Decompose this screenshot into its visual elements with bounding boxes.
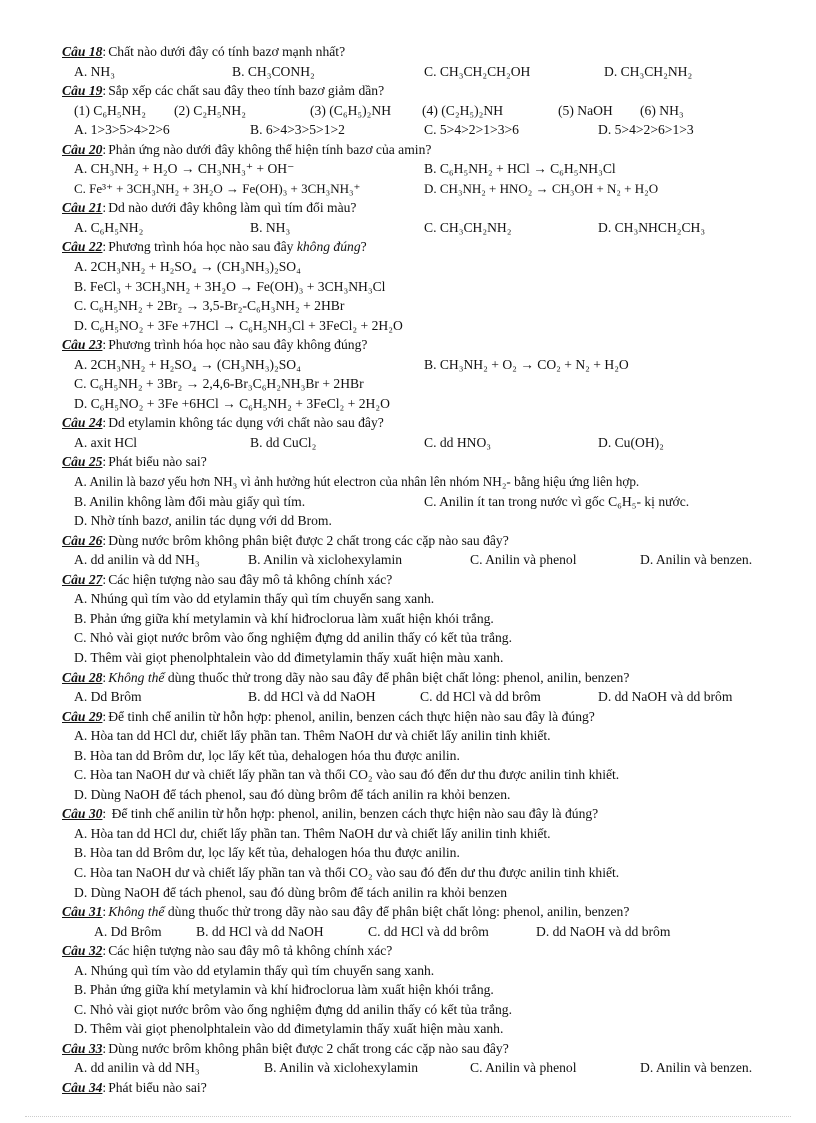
question-number: Câu 22 bbox=[62, 239, 103, 255]
option-d: D. Dùng NaOH để tách phenol, sau đó dùng brôm để tách anilin ra khỏi benzen bbox=[74, 884, 507, 900]
question-24: Câu 24: Dd etylamin không tác dụng với chất nào sau đây? bbox=[62, 415, 384, 431]
option-b: B. Phản ứng giữa khí metylamin và khí hiđroclorua làm xuất hiện khói trắng. bbox=[74, 982, 494, 998]
question-25: Câu 25: Phát biểu nào sai? bbox=[62, 454, 207, 470]
option-b: B. Anilin và xiclohexylamin bbox=[248, 552, 403, 568]
items-row bbox=[0, 101, 816, 121]
option-b: B. Anilin và xiclohexylamin bbox=[264, 1060, 419, 1076]
option-c: C. CH₃CH₂CH₂OH bbox=[424, 63, 531, 79]
question-number: Câu 32 bbox=[62, 943, 103, 959]
option-c: C. Anilin ít tan trong nước vì gốc C₆H₅- kị nước. bbox=[424, 493, 690, 509]
option-b: B. Phản ứng giữa khí metylamin và khí hiđroclorua làm xuất hiện khói trắng. bbox=[74, 610, 494, 626]
option-c: C. Anilin và phenol bbox=[470, 1060, 577, 1076]
option-c: C. C₆H₅NH₂ + 2Br₂ → 3,5-Br₂-C₆H₃NH₂ + 2HBr bbox=[74, 298, 345, 314]
item-2: (2) C₂H₅NH₂ bbox=[174, 102, 246, 118]
option-b: B. dd HCl và dd NaOH bbox=[196, 923, 324, 939]
option-b: B. NH₃ bbox=[250, 219, 291, 235]
question-stem: Các hiện tượng nào sau đây mô tả không chính xác? bbox=[108, 943, 393, 959]
question-stem: Dùng nước brôm không phân biệt được 2 chất trong các cặp nào sau đây? bbox=[108, 532, 509, 548]
item-6: (6) NH₃ bbox=[640, 102, 684, 118]
option-a: A. dd anilin và dd NH₃ bbox=[74, 552, 200, 568]
question-number: Câu 28 bbox=[62, 669, 103, 685]
option-c: C. C₆H₅NH₂ + 3Br₂ → 2,4,6-Br₃C₆H₂NH₃Br + 2HBr bbox=[74, 376, 364, 392]
option-d: D. Thêm vài giọt phenolphtalein vào dd đimetylamin thấy xuất hiện màu xanh. bbox=[74, 649, 504, 665]
question-stem-end: ? bbox=[360, 239, 367, 255]
question-number: Câu 24 bbox=[62, 415, 103, 431]
page-bottom-divider bbox=[25, 1116, 791, 1118]
question-stem: Dd etylamin không tác dụng với chất nào sau đây? bbox=[108, 415, 384, 431]
option-c: C. dd HNO₃ bbox=[424, 434, 492, 450]
option-d: D. C₆H₅NO₂ + 3Fe +6HCl → C₆H₅NH₂ + 3FeCl₂ + 2H₂O bbox=[74, 395, 390, 411]
options-row bbox=[0, 355, 816, 375]
question-29: Câu 29: Để tinh chế anilin từ hỗn hợp: phenol, anilin, benzen cách thực hiện nào sau đây là đúng? bbox=[62, 708, 595, 724]
question-stem-emphasis: Không thể bbox=[108, 904, 165, 920]
question-26: Câu 26: Dùng nước brôm không phân biệt được 2 chất trong các cặp nào sau đây? bbox=[62, 532, 509, 548]
option-c: C. Nhỏ vài giọt nước brôm vào ống nghiệm đựng dd anilin thấy có kết tủa trắng. bbox=[74, 1001, 512, 1017]
option-b: B. Hòa tan dd Brôm dư, lọc lấy kết tủa, dehalogen hóa thu được anilin. bbox=[74, 845, 460, 861]
question-stem: Dùng nước brôm không phân biệt được 2 chất trong các cặp nào sau đây? bbox=[108, 1040, 509, 1056]
question-number: Câu 23 bbox=[62, 337, 103, 353]
question-stem: Chất nào dưới đây có tính bazơ mạnh nhất? bbox=[108, 44, 346, 59]
question-stem: Dd nào dưới đây không làm quì tím đổi màu? bbox=[108, 200, 357, 216]
question-number: Câu 26 bbox=[62, 532, 103, 548]
option-c: C. dd HCl và dd brôm bbox=[420, 689, 541, 705]
options-row bbox=[0, 120, 816, 140]
option-a: A. Nhúng quì tím vào dd etylamin thấy quì tím chuyển sang xanh. bbox=[74, 591, 435, 607]
question-stem: Để tinh chế anilin từ hỗn hợp: phenol, anilin, benzen cách thực hiện nào sau đây là đúng? bbox=[108, 708, 595, 724]
option-d: D. dd NaOH và dd brôm bbox=[598, 689, 733, 705]
option-a: A. 2CH₃NH₂ + H₂SO₄ → (CH₃NH₃)₂SO₄ bbox=[74, 259, 301, 275]
option-c: C. Fe³⁺ + 3CH₃NH₂ + 3H₂O → Fe(OH)₃ + 3CH₃NH₃⁺ bbox=[74, 180, 361, 196]
question-19: Câu 19: Sắp xếp các chất sau đây theo tính bazơ giảm dần? bbox=[62, 83, 385, 99]
option-d: D. Anilin và benzen. bbox=[640, 1060, 753, 1076]
question-23: Câu 23: Phương trình hóa học nào sau đây không đúng? bbox=[62, 337, 368, 353]
question-stem: Sắp xếp các chất sau đây theo tính bazơ giảm dần? bbox=[108, 83, 385, 99]
option-d: D. CH₃NHCH₂CH₃ bbox=[598, 219, 706, 235]
question-stem: Phương trình hóa học nào sau đây không đúng? bbox=[108, 337, 368, 353]
question-stem: Phát biểu nào sai? bbox=[108, 1079, 207, 1095]
option-a: A. axit HCl bbox=[74, 434, 138, 450]
question-21: Câu 21: Dd nào dưới đây không làm quì tím đổi màu? bbox=[62, 200, 357, 216]
item-5: (5) NaOH bbox=[558, 102, 613, 118]
question-stem: Phát biểu nào sai? bbox=[108, 454, 207, 470]
options-row bbox=[0, 179, 816, 199]
question-30: Câu 30: Để tinh chế anilin từ hỗn hợp: phenol, anilin, benzen cách thực hiện nào sau đây là đúng? bbox=[62, 806, 599, 822]
option-b: B. C₆H₅NH₂ + HCl → C₆H₅NH₃Cl bbox=[424, 161, 616, 177]
option-d: D. Cu(OH)₂ bbox=[598, 434, 664, 450]
option-b: B. CH₃CONH₂ bbox=[232, 63, 315, 79]
question-stem: Phương trình hóa học nào sau đây bbox=[108, 239, 297, 255]
option-c: C. Anilin và phenol bbox=[470, 552, 577, 568]
option-c: C. Hòa tan NaOH dư và chiết lấy phần tan và thổi CO₂ vào sau đó đến dư thu được anilin tinh khiết. bbox=[74, 864, 620, 880]
option-b: B. FeCl₃ + 3CH₃NH₂ + 3H₂O → Fe(OH)₃ + 3CH₃NH₃Cl bbox=[74, 278, 386, 294]
question-18: Câu 18: Chất nào dưới đây có tính bazơ mạnh nhất? bbox=[62, 44, 346, 59]
option-b: B. Hòa tan dd Brôm dư, lọc lấy kết tủa, dehalogen hóa thu được anilin. bbox=[74, 747, 460, 763]
worksheet-page bbox=[0, 42, 816, 1098]
question-34: Câu 34: Phát biểu nào sai? bbox=[62, 1079, 207, 1095]
option-d: D. 5>4>2>6>1>3 bbox=[598, 122, 694, 138]
option-b: B. dd HCl và dd NaOH bbox=[248, 689, 376, 705]
options-row bbox=[0, 159, 816, 179]
option-c: C. 5>4>2>1>3>6 bbox=[424, 122, 519, 138]
question-stem: dùng thuốc thử trong dãy nào sau đây để phân biệt chất lỏng: phenol, anilin, benzen? bbox=[164, 669, 630, 685]
options-row bbox=[0, 1058, 816, 1078]
options-row bbox=[0, 687, 816, 707]
option-c: C. dd HCl và dd brôm bbox=[368, 923, 489, 939]
question-number: Câu 33 bbox=[62, 1040, 103, 1056]
question-number: Câu 29 bbox=[62, 708, 103, 724]
question-stem: Các hiện tượng nào sau đây mô tả không chính xác? bbox=[108, 571, 393, 587]
question-27: Câu 27: Các hiện tượng nào sau đây mô tả không chính xác? bbox=[62, 571, 393, 587]
option-d: D. CH₃NH₂ + HNO₂ → CH₃OH + N₂ + H₂O bbox=[424, 180, 659, 196]
question-32: Câu 32: Các hiện tượng nào sau đây mô tả không chính xác? bbox=[62, 943, 393, 959]
options-row bbox=[0, 550, 816, 570]
option-a: A. 2CH₃NH₂ + H₂SO₄ → (CH₃NH₃)₂SO₄ bbox=[74, 356, 301, 372]
options-row bbox=[0, 433, 816, 453]
item-4: (4) (C₂H₅)₂NH bbox=[422, 102, 504, 118]
option-d: D. Anilin và benzen. bbox=[640, 552, 753, 568]
option-a: A. dd anilin và dd NH₃ bbox=[74, 1060, 200, 1076]
option-a: A. NH₃ bbox=[74, 63, 115, 79]
option-d: D. Nhờ tính bazơ, anilin tác dụng với dd Brom. bbox=[74, 513, 332, 529]
option-d: D. dd NaOH và dd brôm bbox=[536, 923, 671, 939]
question-number: Câu 34 bbox=[62, 1079, 103, 1095]
question-stem-emphasis: không đúng bbox=[296, 239, 361, 255]
question-number: Câu 20 bbox=[62, 141, 103, 157]
question-31: Câu 31: Không thể dùng thuốc thử trong dãy nào sau đây để phân biệt chất lỏng: phenol, anilin, benzen? bbox=[62, 904, 630, 920]
question-28: Câu 28: Không thể dùng thuốc thử trong dãy nào sau đây để phân biệt chất lỏng: phenol, anilin, benzen? bbox=[62, 669, 630, 685]
option-a: A. C₆H₅NH₂ bbox=[74, 219, 144, 235]
question-stem: Phản ứng nào dưới đây không thể hiện tính bazơ của amin? bbox=[108, 141, 432, 157]
item-3: (3) (C₆H₅)₂NH bbox=[310, 102, 392, 118]
question-33: Câu 33: Dùng nước brôm không phân biệt được 2 chất trong các cặp nào sau đây? bbox=[62, 1040, 509, 1056]
question-stem: Để tinh chế anilin từ hỗn hợp: phenol, anilin, benzen cách thực hiện nào sau đây là đúng? bbox=[108, 806, 599, 822]
option-c: C. CH₃CH₂NH₂ bbox=[424, 219, 512, 235]
option-a: A. Hòa tan dd HCl dư, chiết lấy phần tan. Thêm NaOH dư và chiết lấy anilin tinh khiết. bbox=[74, 728, 551, 744]
question-number: Câu 31 bbox=[62, 904, 103, 920]
option-a: A. Dd Brôm bbox=[94, 923, 162, 939]
option-a: A. Hòa tan dd HCl dư, chiết lấy phần tan. Thêm NaOH dư và chiết lấy anilin tinh khiết. bbox=[74, 825, 551, 841]
options-row bbox=[0, 492, 816, 512]
options-row bbox=[0, 218, 816, 238]
question-stem-emphasis: Không thể bbox=[108, 669, 165, 685]
question-stem: dùng thuốc thử trong dãy nào sau đây để phân biệt chất lỏng: phenol, anilin, benzen? bbox=[164, 904, 630, 920]
option-b: B. 6>4>3>5>1>2 bbox=[250, 122, 345, 138]
options-row bbox=[0, 62, 816, 82]
option-a: A. 1>3>5>4>2>6 bbox=[74, 122, 170, 138]
option-a: A. Anilin là bazơ yếu hơn NH₃ vì ảnh hưởng hút electron của nhân lên nhóm NH₂- bằng hiệu ứng liên hợp. bbox=[74, 474, 640, 490]
options-row bbox=[0, 922, 816, 942]
option-a: A. Dd Brôm bbox=[74, 689, 142, 705]
option-b: B. Anilin không làm đổi màu giấy quì tím. bbox=[74, 493, 306, 509]
option-a: A. Nhúng quì tím vào dd etylamin thấy quì tím chuyển sang xanh. bbox=[74, 962, 435, 978]
option-c: C. Hòa tan NaOH dư và chiết lấy phần tan và thổi CO₂ vào sau đó đến dư thu được anilin tinh khiết. bbox=[74, 767, 620, 783]
question-20: Câu 20: Phản ứng nào dưới đây không thể hiện tính bazơ của amin? bbox=[62, 141, 432, 157]
question-number: Câu 27 bbox=[62, 571, 103, 587]
option-d: D. CH₃CH₂NH₂ bbox=[604, 63, 693, 79]
question-number: Câu 25 bbox=[62, 454, 103, 470]
option-b: B. dd CuCl₂ bbox=[250, 434, 317, 450]
option-d: D. Dùng NaOH để tách phenol, sau đó dùng brôm để tách anilin ra khỏi benzen. bbox=[74, 786, 511, 802]
option-b: B. CH₃NH₂ + O₂ → CO₂ + N₂ + H₂O bbox=[424, 356, 629, 372]
question-number: Câu 21 bbox=[62, 200, 103, 216]
option-d: D. C₆H₅NO₂ + 3Fe +7HCl → C₆H₅NH₃Cl + 3FeCl₂ + 2H₂O bbox=[74, 317, 403, 333]
item-1: (1) C₆H₅NH₂ bbox=[74, 102, 146, 118]
question-22: Câu 22: Phương trình hóa học nào sau đây không đúng? bbox=[62, 239, 367, 255]
option-d: D. Thêm vài giọt phenolphtalein vào dd đimetylamin thấy xuất hiện màu xanh. bbox=[74, 1021, 504, 1037]
question-number: Câu 19 bbox=[62, 83, 103, 99]
question-number: Câu 30 bbox=[62, 806, 103, 822]
option-a: A. CH₃NH₂ + H₂O → CH₃NH₃⁺ + OH⁻ bbox=[74, 161, 295, 177]
option-c: C. Nhỏ vài giọt nước brôm vào ống nghiệm đựng dd anilin thấy có kết tủa trắng. bbox=[74, 630, 512, 646]
question-number: Câu 18 bbox=[62, 44, 103, 59]
